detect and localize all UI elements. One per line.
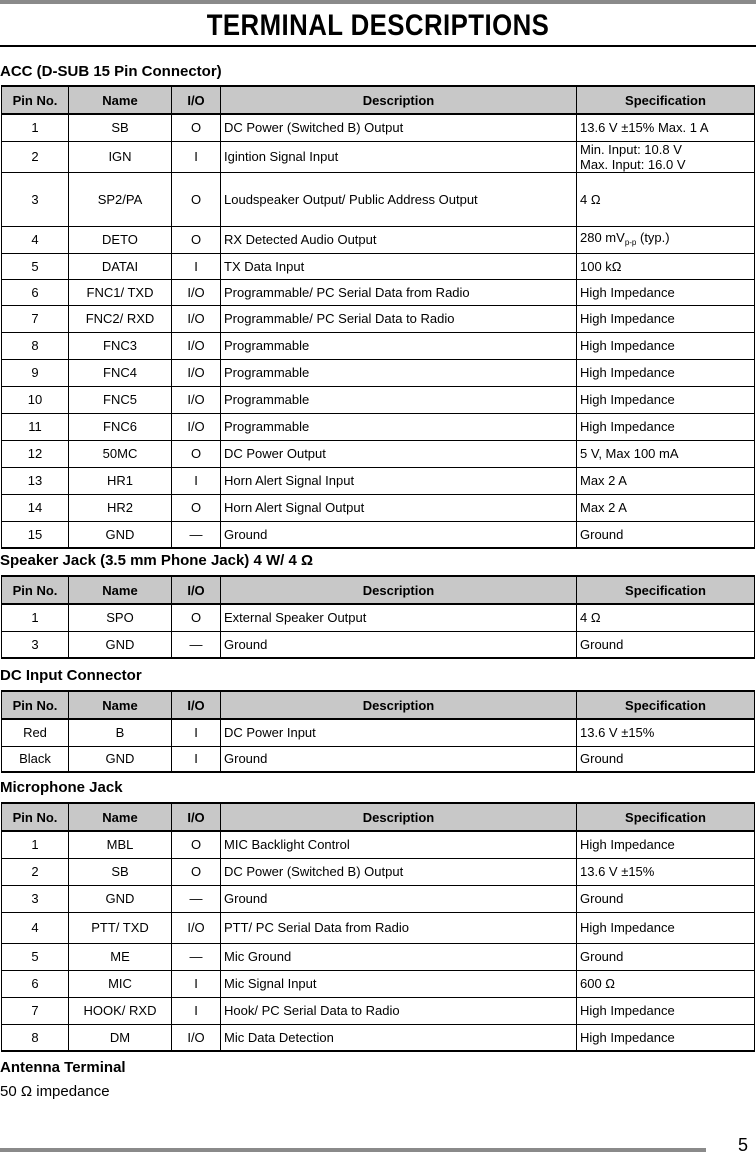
cell-specification: High Impedance [577, 279, 755, 305]
cell-name: SP2/PA [69, 172, 172, 226]
cell-io: O [172, 858, 221, 885]
table-row [2, 997, 755, 1024]
speaker-section-title: Speaker Jack (3.5 mm Phone Jack) 4 W/ 4 Ω [0, 552, 314, 569]
table-row [2, 912, 755, 943]
speaker-table [1, 575, 755, 659]
cell-specification: Ground [577, 746, 755, 772]
table-row [2, 719, 755, 746]
cell-pin: 1 [2, 831, 69, 858]
table-header-row [2, 576, 755, 604]
cell-description: Ground [221, 885, 577, 912]
cell-specification: High Impedance [577, 386, 755, 413]
antenna-impedance-text: 50 Ω impedance [0, 1083, 110, 1100]
column-header-specification: Specification [577, 86, 755, 114]
cell-io: I/O [172, 359, 221, 386]
table-row [2, 253, 755, 279]
cell-name: FNC1/ TXD [69, 279, 172, 305]
table-row [2, 359, 755, 386]
cell-specification: 280 $mV_{p-p}$ (typ.) [577, 226, 755, 253]
cell-description: Horn Alert Signal Output [221, 494, 577, 521]
table-row [2, 970, 755, 997]
cell-name: IGN [69, 141, 172, 172]
cell-specification: Min. Input: 10.8 V Max. Input: 16.0 V [577, 141, 755, 172]
column-header-name: Name [69, 86, 172, 114]
column-header-description: Description [221, 576, 577, 604]
cell-description: DC Power Input [221, 719, 577, 746]
cell-pin: 4 [2, 912, 69, 943]
cell-io: I [172, 719, 221, 746]
cell-specification: Ground [577, 521, 755, 548]
cell-io: — [172, 885, 221, 912]
cell-name: FNC4 [69, 359, 172, 386]
page-title: TERMINAL DESCRIPTIONS [206, 9, 550, 42]
cell-specification: Ground [577, 885, 755, 912]
cell-description: Mic Data Detection [221, 1024, 577, 1051]
cell-io: O [172, 226, 221, 253]
table-row [2, 604, 755, 631]
table-row [2, 885, 755, 912]
cell-description: Horn Alert Signal Input [221, 467, 577, 494]
cell-io: I [172, 253, 221, 279]
cell-pin: 9 [2, 359, 69, 386]
table-row [2, 305, 755, 332]
cell-name: HOOK/ RXD [69, 997, 172, 1024]
cell-description: Programmable [221, 386, 577, 413]
title-underline [0, 45, 756, 47]
cell-specification: Ground [577, 943, 755, 970]
cell-description: PTT/ PC Serial Data from Radio [221, 912, 577, 943]
cell-pin: 8 [2, 1024, 69, 1051]
cell-pin: 3 [2, 885, 69, 912]
cell-specification: High Impedance [577, 1024, 755, 1051]
column-header-name: Name [69, 803, 172, 831]
cell-pin: 14 [2, 494, 69, 521]
cell-description: RX Detected Audio Output [221, 226, 577, 253]
cell-pin: 3 [2, 172, 69, 226]
column-header-description: Description [221, 691, 577, 719]
column-header-pin: Pin No. [2, 691, 69, 719]
table-row [2, 631, 755, 658]
cell-pin: 7 [2, 305, 69, 332]
acc-section-title: ACC (D-SUB 15 Pin Connector) [0, 63, 222, 80]
cell-specification: High Impedance [577, 413, 755, 440]
cell-specification: High Impedance [577, 912, 755, 943]
cell-io: I/O [172, 386, 221, 413]
cell-description: DC Power (Switched B) Output [221, 858, 577, 885]
cell-name: HR1 [69, 467, 172, 494]
cell-name: SB [69, 858, 172, 885]
antenna-section-title: Antenna Terminal [0, 1059, 126, 1076]
cell-specification: Max 2 A [577, 467, 755, 494]
table-header-row [2, 86, 755, 114]
mic-section-title: Microphone Jack [0, 779, 123, 796]
table-row [2, 332, 755, 359]
column-header-name: Name [69, 576, 172, 604]
cell-name: ME [69, 943, 172, 970]
cell-specification: High Impedance [577, 332, 755, 359]
cell-name: MIC [69, 970, 172, 997]
top-rule [0, 0, 756, 4]
cell-description: Mic Ground [221, 943, 577, 970]
cell-pin: 1 [2, 604, 69, 631]
cell-io: O [172, 114, 221, 141]
column-header-specification: Specification [577, 691, 755, 719]
cell-io: O [172, 494, 221, 521]
cell-pin: 10 [2, 386, 69, 413]
cell-specification: Ground [577, 631, 755, 658]
table-row [2, 858, 755, 885]
column-header-pin: Pin No. [2, 576, 69, 604]
cell-specification: High Impedance [577, 359, 755, 386]
cell-pin: Black [2, 746, 69, 772]
cell-pin: 4 [2, 226, 69, 253]
cell-name: FNC2/ RXD [69, 305, 172, 332]
table-row [2, 114, 755, 141]
cell-pin: 1 [2, 114, 69, 141]
cell-io: I/O [172, 413, 221, 440]
column-header-specification: Specification [577, 803, 755, 831]
cell-name: SB [69, 114, 172, 141]
cell-pin: 6 [2, 970, 69, 997]
cell-name: SPO [69, 604, 172, 631]
cell-pin: 5 [2, 253, 69, 279]
cell-description: DC Power Output [221, 440, 577, 467]
table-row [2, 279, 755, 305]
table-row [2, 386, 755, 413]
cell-io: I [172, 467, 221, 494]
cell-name: GND [69, 746, 172, 772]
cell-specification: 4 Ω [577, 604, 755, 631]
cell-specification: High Impedance [577, 997, 755, 1024]
cell-specification: 13.6 V ±15% Max. 1 A [577, 114, 755, 141]
cell-description: Loudspeaker Output/ Public Address Output [221, 172, 577, 226]
cell-name: GND [69, 631, 172, 658]
cell-io: I [172, 970, 221, 997]
cell-io: I/O [172, 332, 221, 359]
table-row [2, 943, 755, 970]
cell-name: GND [69, 885, 172, 912]
cell-specification: Max 2 A [577, 494, 755, 521]
cell-io: I/O [172, 305, 221, 332]
table-row [2, 1024, 755, 1051]
cell-specification: 600 Ω [577, 970, 755, 997]
cell-io: I [172, 141, 221, 172]
column-header-specification: Specification [577, 576, 755, 604]
table-row [2, 467, 755, 494]
cell-io: O [172, 831, 221, 858]
cell-description: Ground [221, 746, 577, 772]
cell-pin: 5 [2, 943, 69, 970]
cell-description: Ground [221, 631, 577, 658]
cell-description: Ground [221, 521, 577, 548]
cell-pin: 15 [2, 521, 69, 548]
mic-table [1, 802, 755, 1052]
cell-io: — [172, 521, 221, 548]
cell-io: I [172, 997, 221, 1024]
cell-name: B [69, 719, 172, 746]
cell-pin: 12 [2, 440, 69, 467]
cell-description: MIC Backlight Control [221, 831, 577, 858]
cell-pin: Red [2, 719, 69, 746]
cell-description: External Speaker Output [221, 604, 577, 631]
cell-io: — [172, 631, 221, 658]
table-row [2, 831, 755, 858]
cell-pin: 8 [2, 332, 69, 359]
table-row [2, 172, 755, 226]
table-row [2, 521, 755, 548]
cell-name: 50MC [69, 440, 172, 467]
cell-description: Programmable [221, 332, 577, 359]
table-row [2, 494, 755, 521]
cell-description: Igintion Signal Input [221, 141, 577, 172]
table-row [2, 413, 755, 440]
table-row [2, 440, 755, 467]
cell-name: FNC5 [69, 386, 172, 413]
cell-name: DM [69, 1024, 172, 1051]
column-header-pin: Pin No. [2, 86, 69, 114]
cell-io: I [172, 746, 221, 772]
table-row [2, 141, 755, 172]
column-header-io: I/O [172, 691, 221, 719]
cell-name: GND [69, 521, 172, 548]
cell-name: HR2 [69, 494, 172, 521]
cell-specification: 5 V, Max 100 mA [577, 440, 755, 467]
cell-io: I/O [172, 279, 221, 305]
cell-description: Programmable [221, 359, 577, 386]
cell-io: I/O [172, 912, 221, 943]
table-row [2, 226, 755, 253]
cell-specification: 13.6 V ±15% [577, 858, 755, 885]
column-header-description: Description [221, 803, 577, 831]
column-header-pin: Pin No. [2, 803, 69, 831]
cell-name: PTT/ TXD [69, 912, 172, 943]
cell-name: FNC6 [69, 413, 172, 440]
cell-pin: 7 [2, 997, 69, 1024]
cell-pin: 3 [2, 631, 69, 658]
cell-description: Programmable/ PC Serial Data to Radio [221, 305, 577, 332]
cell-name: DETO [69, 226, 172, 253]
cell-name: MBL [69, 831, 172, 858]
cell-pin: 6 [2, 279, 69, 305]
cell-io: I/O [172, 1024, 221, 1051]
cell-name: FNC3 [69, 332, 172, 359]
cell-description: Mic Signal Input [221, 970, 577, 997]
table-header-row [2, 803, 755, 831]
column-header-description: Description [221, 86, 577, 114]
bottom-rule [0, 1148, 706, 1152]
cell-specification: 4 Ω [577, 172, 755, 226]
column-header-io: I/O [172, 86, 221, 114]
cell-description: Hook/ PC Serial Data to Radio [221, 997, 577, 1024]
cell-specification: High Impedance [577, 305, 755, 332]
cell-description: Programmable [221, 413, 577, 440]
cell-io: O [172, 172, 221, 226]
cell-description: Programmable/ PC Serial Data from Radio [221, 279, 577, 305]
dc-section-title: DC Input Connector [0, 667, 142, 684]
cell-specification: 13.6 V ±15% [577, 719, 755, 746]
dc-table [1, 690, 755, 773]
column-header-io: I/O [172, 803, 221, 831]
cell-pin: 13 [2, 467, 69, 494]
cell-name: DATAI [69, 253, 172, 279]
cell-specification: High Impedance [577, 831, 755, 858]
cell-io: O [172, 440, 221, 467]
cell-specification: 100 kΩ [577, 253, 755, 279]
cell-pin: 11 [2, 413, 69, 440]
cell-pin: 2 [2, 858, 69, 885]
column-header-io: I/O [172, 576, 221, 604]
acc-table [1, 85, 755, 549]
table-row [2, 746, 755, 772]
cell-description: DC Power (Switched B) Output [221, 114, 577, 141]
cell-description: TX Data Input [221, 253, 577, 279]
cell-io: O [172, 604, 221, 631]
cell-io: — [172, 943, 221, 970]
page-number: 5 [738, 1135, 749, 1155]
cell-pin: 2 [2, 141, 69, 172]
table-header-row [2, 691, 755, 719]
column-header-name: Name [69, 691, 172, 719]
